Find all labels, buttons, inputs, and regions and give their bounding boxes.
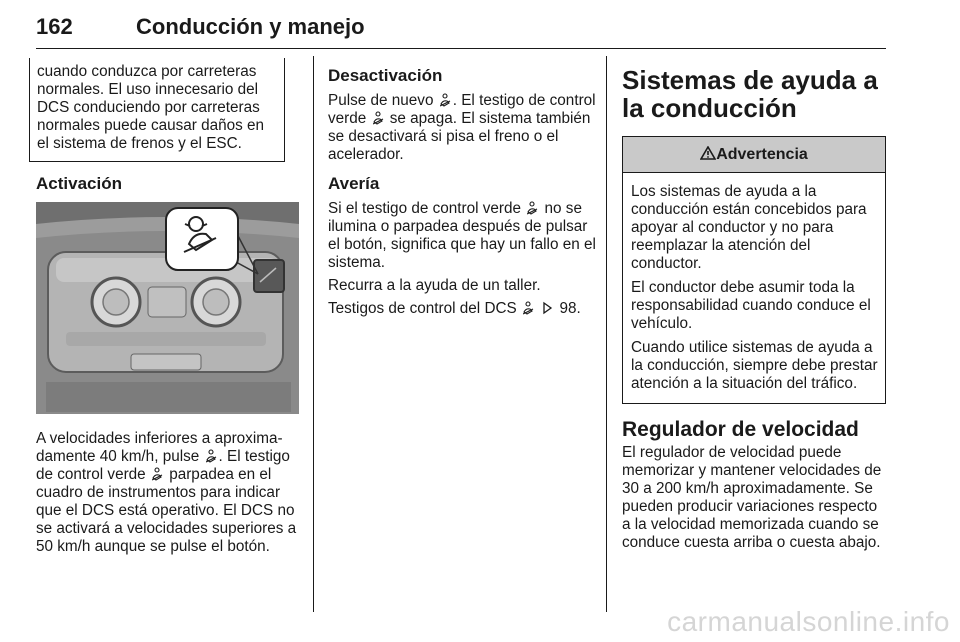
indicator-reference-paragraph: Testigos de control del DCS 98.	[328, 300, 581, 317]
dcs-hill-descent-icon	[523, 301, 534, 315]
deactivation-paragraph: Pulse de nuevo . El testigo de control verde se apaga. El sistema también se desactivará si pisa el freno o el acelerador.	[328, 92, 596, 163]
continued-text-box: cuando conduzca por carreteras normales. El uso innecesario del DCS conduciendo por carreteras normales puede causar daños en el sistema de frenos y el ESC.	[29, 58, 285, 162]
warning-body	[623, 173, 885, 403]
column-right	[622, 58, 886, 557]
warning-paragraph: El conductor debe asumir toda la responsabilidad cuando conduce el vehículo.	[631, 279, 871, 332]
dcs-hill-descent-icon	[206, 449, 217, 463]
dashboard-illustration	[36, 202, 299, 414]
warning-title: Advertencia	[716, 146, 808, 163]
column-divider	[313, 56, 314, 612]
column-left	[36, 58, 299, 561]
column-middle	[328, 58, 598, 323]
watermark: carmanualsonline.info	[667, 606, 950, 637]
fault-heading: Avería	[328, 174, 380, 193]
dcs-hill-descent-icon	[373, 111, 384, 125]
chapter-title: Conducción y manejo	[136, 14, 365, 39]
page-reference-arrow-icon[interactable]	[542, 301, 553, 315]
column-divider	[606, 56, 607, 612]
cruise-control-paragraph: El regulador de velocidad puede memorizar y mantener velocidades de 30 a 200 km/h aproximadamente. Se pueden producir variaciones respecto a la velocidad memorizada cuando se conduce cuesta arriba o cuesta abajo.	[622, 444, 882, 551]
warning-box	[622, 136, 886, 404]
dcs-hill-descent-icon	[527, 201, 538, 215]
warning-header	[623, 137, 885, 173]
dcs-hill-descent-icon	[152, 467, 163, 481]
workshop-paragraph: Recurra a la ayuda de un taller.	[328, 277, 541, 294]
deactivation-heading: Desactivación	[328, 66, 443, 85]
activation-paragraph: A velocidades inferiores a aproxima‐damente 40 km/h, pulse . El testigo de control verde parpadea en el cuadro de instrumentos para indicar que el DCS está operativo. El DCS no se activará a velocidades superiores a 50 km/h aunque se pulse el botón.	[36, 430, 297, 555]
warning-paragraph: Los sistemas de ayuda a la conducción están concebidos para apoyar al conductor y no para reemplazar la atención del conductor.	[631, 183, 867, 272]
page-header	[36, 12, 886, 49]
dcs-hill-descent-icon	[440, 93, 451, 107]
page-number: 162	[36, 14, 73, 39]
cruise-control-heading: Regulador de velocidad	[622, 418, 859, 441]
fault-paragraph: Si el testigo de control verde no se ilumina o parpadea después de pulsar el botón, significa que hay un fallo en el sistema.	[328, 200, 596, 271]
warning-paragraph: Cuando utilice sistemas de ayuda a la conducción, siempre debe prestar atención a la situación del tráfico.	[631, 339, 878, 392]
section-title: Sistemas de ayuda a la conducción	[622, 65, 878, 123]
activation-heading: Activación	[36, 174, 122, 193]
page-reference-link[interactable]: 98.	[559, 300, 581, 317]
warning-triangle-icon	[700, 146, 716, 160]
